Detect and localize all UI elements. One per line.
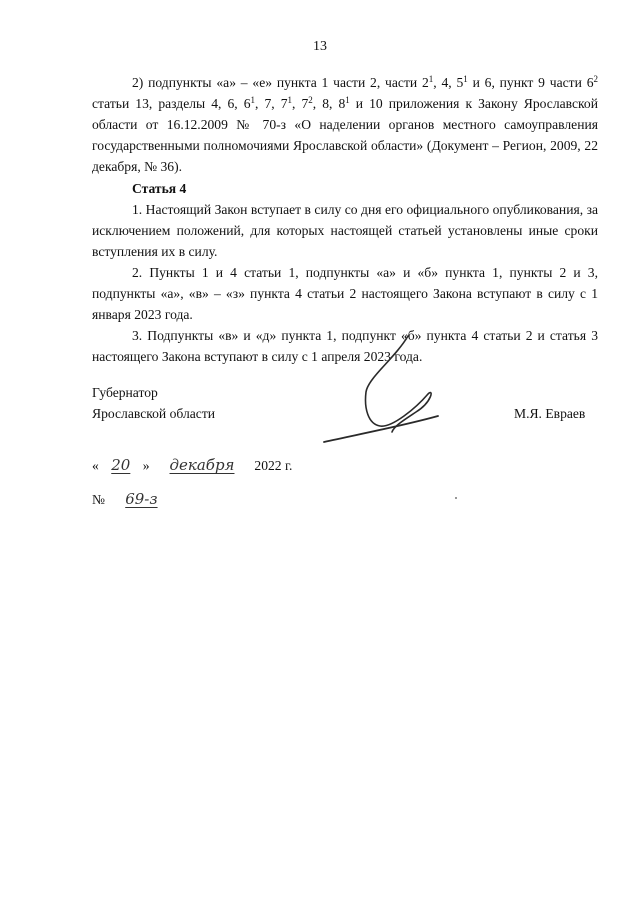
article-paragraph-2: 2. Пункты 1 и 4 статьи 1, подпункты «а» и «б» пункта 1, пункты 2 и 3, подпункты «а», «в» – «з» пункта 4 статьи 2 настоящего Закона вступают в силу с 1 января 2023 года. [92, 265, 598, 322]
page-number: 13 [313, 39, 327, 54]
continuation-paragraph: 2) подпункты «а» – «е» пункта 1 части 2, части $2^1$, 4, $5^1$ и 6, пункт 9 части $6^2$ статьи 13, разделы 4, 6, $6^1$, 7, $7^1$, $7^2$, 8, $8^1$ и 10 приложения к Закону Ярославской области от 16.12.2009 № 70-з «О наделении органов местного самоуправления государственными полномочиями Ярославской области» (Документ – Регион, 2009, 22 декабря, № 36). [92, 74, 599, 174]
date-year: 2022 г. [254, 458, 293, 473]
signer-name: М.Я. Евраев [514, 406, 586, 421]
governor-title-line2: Ярославской области [92, 406, 216, 421]
stray-dot [455, 497, 457, 499]
governor-title [92, 382, 215, 424]
date-day: 20 [111, 456, 131, 474]
handwritten-signature [320, 330, 445, 455]
law-number [92, 489, 174, 510]
date-month: декабря [169, 456, 235, 474]
article-paragraph-3: 3. Подпункты «в» и «д» пункта 1, подпункт «б» пункта 4 статьи 2 и статья 3 настоящего Закона вступают в силу с 1 апреля 2023 года. [92, 328, 598, 364]
governor-title-line1: Губернатор [92, 385, 158, 400]
article-paragraph-1: 1. Настоящий Закон вступает в силу со дня его официального опубликования, за исключением положений, для которых настоящей статьей установлены иные сроки вступления их в силу. [92, 202, 598, 259]
date-open-quote: « [92, 458, 99, 473]
date-close-quote: » [142, 458, 150, 473]
article-heading: Статья 4 [132, 181, 187, 196]
signing-date [92, 455, 292, 476]
number-label: № [92, 492, 105, 507]
number-value: 69-з [125, 490, 158, 508]
continuation-block [92, 72, 598, 177]
